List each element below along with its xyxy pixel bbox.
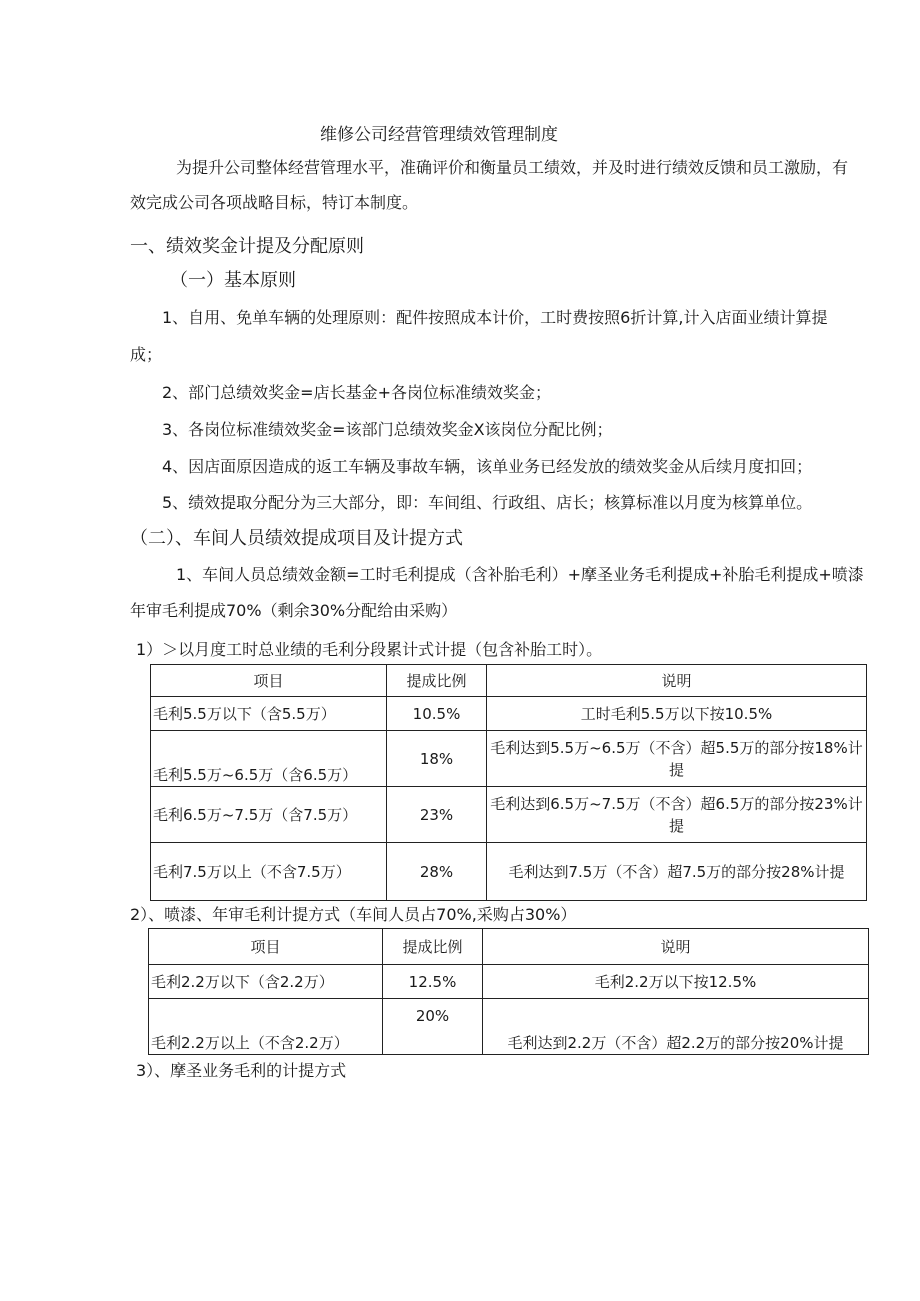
tier-rate: 23% [387, 787, 487, 843]
table-header-row [151, 665, 867, 697]
rule-item-1-line-2: 成； [130, 345, 163, 364]
table-row [149, 999, 869, 1055]
tier-item: 毛利5.5万以下（含5.5万） [151, 697, 387, 731]
column-header: 项目 [149, 929, 383, 965]
tier-description: 毛利达到5.5万~6.5万（不含）超5.5万的部分按18%计提 [487, 731, 867, 787]
tier-rate: 10.5% [387, 697, 487, 731]
point-3-heading: 3）、摩圣业务毛利的计提方式 [136, 1061, 347, 1080]
table-row [151, 731, 867, 787]
tier-rate: 18% [387, 731, 487, 787]
tier-description: 毛利达到7.5万（不含）超7.5万的部分按28%计提 [487, 843, 867, 901]
table-labor-profit-tiers [150, 664, 867, 901]
tier-rate: 28% [387, 843, 487, 901]
intro-paragraph-line-1: 为提升公司整体经营管理水平，准确评价和衡量员工绩效，并及时进行绩效反馈和员工激励，有 [176, 158, 849, 177]
table-paint-inspection-tiers [148, 928, 869, 1055]
tier-item: 毛利2.2万以上（不含2.2万） [149, 999, 383, 1055]
table-row [151, 843, 867, 901]
formula-line-2: 年审毛利提成70%（剩余30%分配给由采购） [130, 601, 458, 620]
rule-item-3: 3、各岗位标准绩效奖金=该部门总绩效奖金X该岗位分配比例； [162, 420, 613, 439]
table2-caption: 2）、喷漆、年审毛利计提方式（车间人员占70%,采购占30%） [130, 905, 577, 924]
tier-description: 工时毛利5.5万以下按10.5% [487, 697, 867, 731]
tier-rate: 12.5% [383, 965, 483, 999]
tier-item: 毛利7.5万以上（不含7.5万） [151, 843, 387, 901]
rule-item-4: 4、因店面原因造成的返工车辆及事故车辆，该单业务已经发放的绩效奖金从后续月度扣回； [162, 457, 813, 476]
tier-description: 毛利2.2万以下按12.5% [483, 965, 869, 999]
table-header-row [149, 929, 869, 965]
rule-item-1-line-1: 1、自用、免单车辆的处理原则：配件按照成本计价，工时费按照6折计算,计入店面业绩计算提 [162, 308, 828, 327]
subsection-heading-basic-principles: （一）基本原则 [170, 270, 296, 291]
tier-item: 毛利6.5万~7.5万（含7.5万） [151, 787, 387, 843]
tier-description: 毛利达到2.2万（不含）超2.2万的部分按20%计提 [483, 999, 869, 1055]
rule-item-2: 2、部门总绩效奖金=店长基金+各岗位标准绩效奖金； [162, 383, 551, 402]
column-header: 项目 [151, 665, 387, 697]
subsection-heading-workshop: （二）、车间人员绩效提成项目及计提方式 [130, 528, 463, 549]
table1-caption: 1）＞以月度工时总业绩的毛利分段累计式计提（包含补胎工时）。 [136, 640, 603, 659]
column-header: 提成比例 [387, 665, 487, 697]
table-row [151, 787, 867, 843]
column-header: 说明 [483, 929, 869, 965]
tier-rate: 20% [383, 999, 483, 1055]
tier-item: 毛利2.2万以下（含2.2万） [149, 965, 383, 999]
document-title: 维修公司经营管理绩效管理制度 [320, 125, 558, 145]
section-heading-1: 一、绩效奖金计提及分配原则 [130, 236, 364, 257]
column-header: 提成比例 [383, 929, 483, 965]
table-row [151, 697, 867, 731]
column-header: 说明 [487, 665, 867, 697]
intro-paragraph-line-2: 效完成公司各项战略目标，特订本制度。 [130, 193, 419, 212]
tier-item: 毛利5.5万~6.5万（含6.5万） [151, 731, 387, 787]
rule-item-5: 5、绩效提取分配分为三大部分，即：车间组、行政组、店长；核算标准以月度为核算单位。 [162, 493, 813, 512]
tier-description: 毛利达到6.5万~7.5万（不含）超6.5万的部分按23%计提 [487, 787, 867, 843]
formula-line-1: 1、车间人员总绩效金额=工时毛利提成（含补胎毛利）+摩圣业务毛利提成+补胎毛利提成+喷漆 [176, 565, 864, 584]
table-row [149, 965, 869, 999]
